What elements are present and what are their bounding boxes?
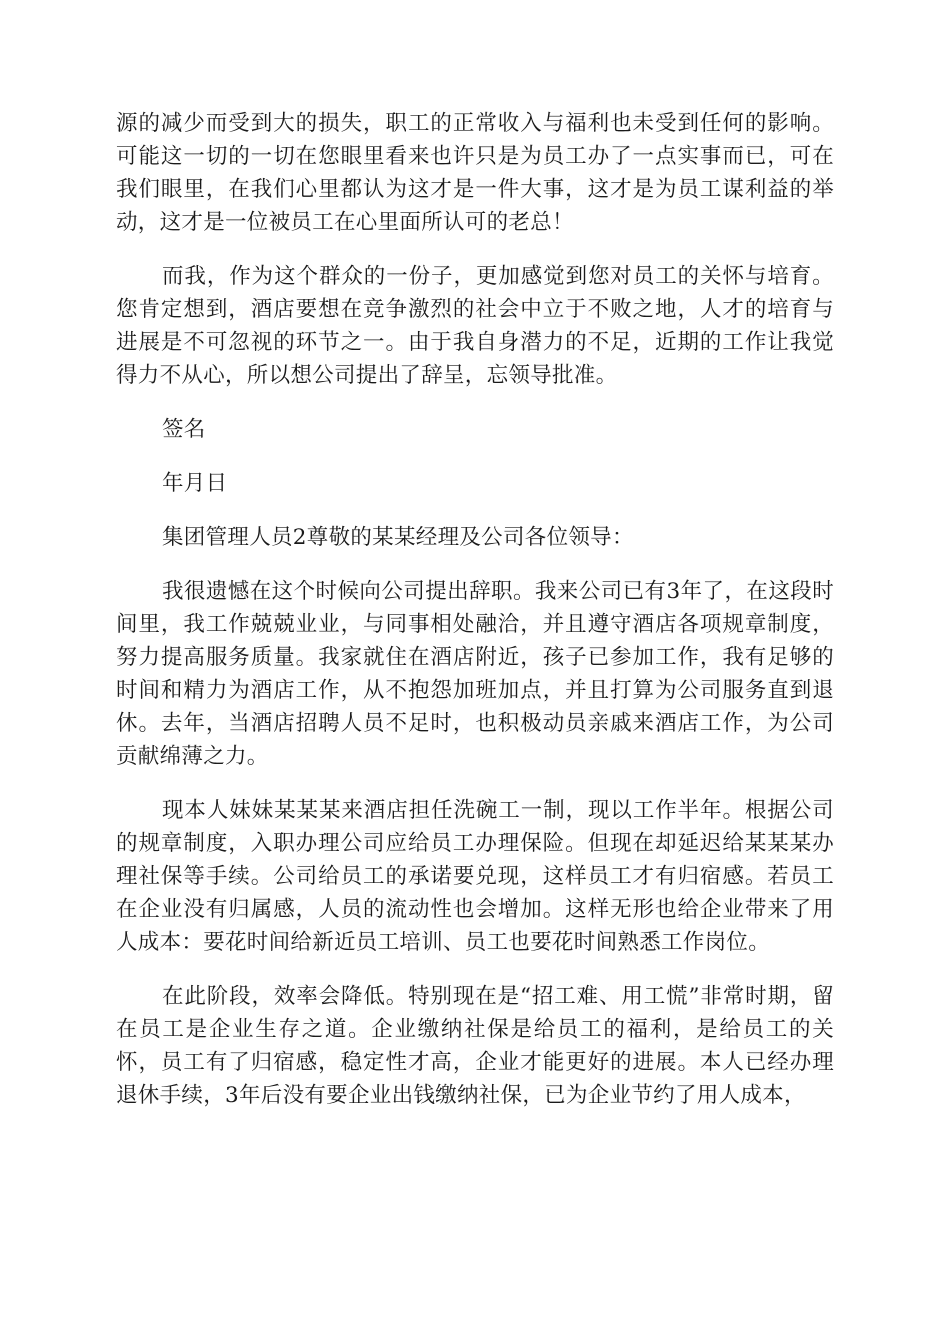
paragraph-1: 源的减少而受到大的损失，职工的正常收入与福利也未受到任何的影响。可能这一切的一切在您眼里看来也许只是为员工办了一点实事而已，可在我们眼里，在我们心里都认为这才是一件大事，这才是为员工谋利益的举动，这才是一位被员工在心里面所认可的老总！ bbox=[116, 111, 834, 235]
paragraph-5: 在此阶段，效率会降低。特别现在是“招工难、用工慌”非常时期，留在员工是企业生存之道。企业缴纳社保是给员工的福利，是给员工的关怀，员工有了归宿感，稳定性才高，企业才能更好的进展。本人已经办理退休手续，3年后没有要企业出钱缴纳社保，已为企业节约了用人成本， bbox=[116, 984, 834, 1108]
paragraph-3: 我很遗憾在这个时候向公司提出辞职。我来公司已有3年了，在这段时间里，我工作兢兢业业，与同事相处融洽，并且遵守酒店各项规章制度，努力提高服务质量。我家就住在酒店附近，孩子已参加工作，我有足够的时间和精力为酒店工作，从不抱怨加班加点，并且打算为公司服务直到退休。去年，当酒店招聘人员不足时，也积极动员亲戚来酒店工作，为公司贡献绵薄之力。 bbox=[116, 579, 834, 769]
paragraph-4: 现本人妹妹某某某来酒店担任洗碗工一制，现以工作半年。根据公司的规章制度，入职办理公司应给员工办理保险。但现在却延迟给某某某办理社保等手续。公司给员工的承诺要兑现，这样员工才有归宿感。若员工在企业没有归属感，人员的流动性也会增加。这样无形也给企业带来了用人成本：要花时间给新近员工培训、员工也要花时间熟悉工作岗位。 bbox=[116, 798, 834, 955]
document-body bbox=[116, 107, 834, 1133]
letter-salutation: 集团管理人员2尊敬的某某经理及公司各位领导： bbox=[162, 525, 634, 550]
paragraph-2: 而我，作为这个群众的一份子，更加感觉到您对员工的关怀与培育。您肯定想到，酒店要想在竞争激烈的社会中立于不败之地，人才的培育与进展是不可忽视的环节之一。由于我自身潜力的不足，近期的工作让我觉得力不从心，所以想公司提出了辞呈，忘领导批准。 bbox=[116, 264, 834, 388]
date-label: 年月日 bbox=[162, 471, 228, 496]
signature-label: 签名 bbox=[162, 417, 206, 442]
